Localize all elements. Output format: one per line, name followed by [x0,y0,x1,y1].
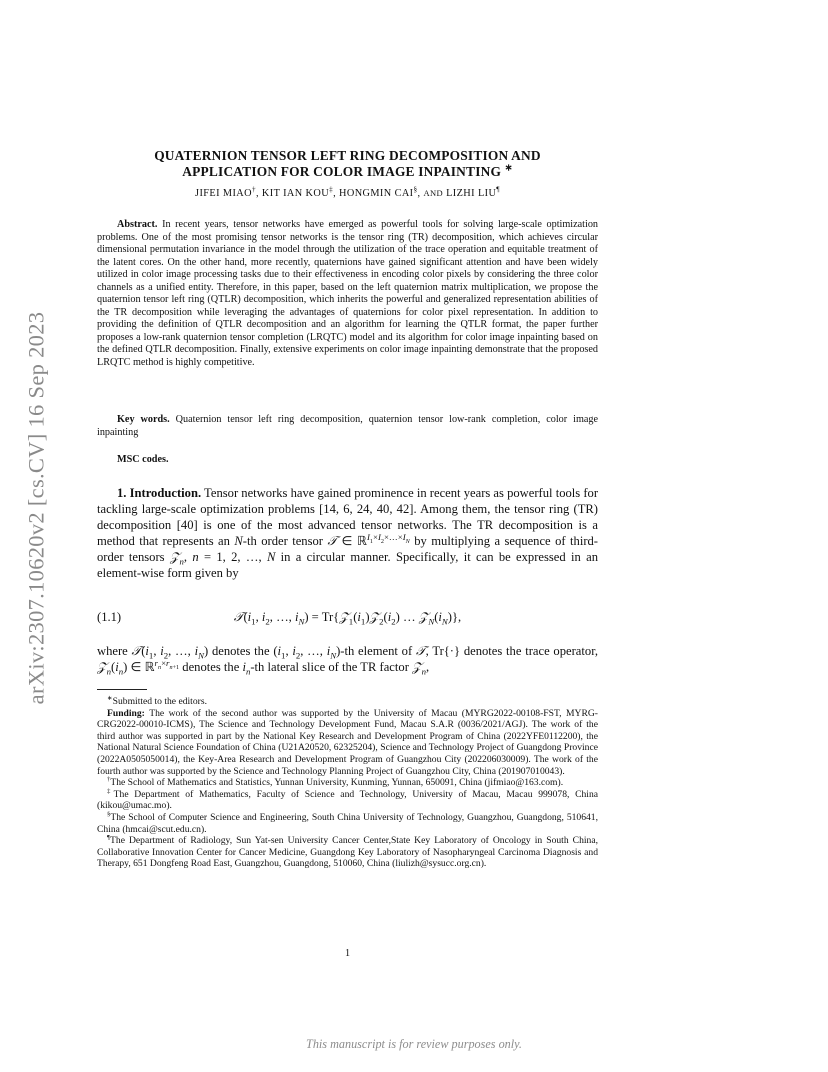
footnote: ‡The Department of Mathematics, Faculty of Science and Technology, University of Macau, Macau 999078, China (kikou@umac.mo). [97,787,599,812]
footnote: §The School of Computer Science and Engineering, South China University of Technology, Guangzhou, Guangdong, 510641, China (hmcai@scut.edu.cn). [97,810,598,835]
section-heading: 1. Introduction. [117,486,202,500]
author-name: LIZHI LIU [446,188,497,199]
footnote: Funding: The work of the second author was supported by the University of Macau (MYRG2022-00108-FST, MYRG-CRG2022-00010-ICMS), The Science and Technology Development Fund, Macau S.A.R (0036/2021/AGJ). The work of the third author was supported in part by the National Key Research and Development Program of China (2022YFE0112200), the National Natural Science Foundation of China (U21A20520, 62325204), Science and Technology Project of Guangdong Province (2022A0505050014), the Key-Area Research and Development Program of Guangzhou City (202206030009). The work of the fourth author was supported by the Science and Technology Planning Project of Guangzhou City, China (201907010043). [97,707,598,777]
paper-title: QUATERNION TENSOR LEFT RING DECOMPOSITION AND APPLICATION FOR COLOR IMAGE INPAINTING ∗ [154,148,541,179]
review-note: This manuscript is for review purposes only. [306,1037,522,1051]
equation-number: (1.1) [97,610,122,624]
footnote: ¶The Department of Radiology, Sun Yat-sen University Cancer Center,State Key Laboratory of Oncology in South China, Collaborative Innovation Center for Cancer Medicine, Guangdong Key Laboratory of Nasopharyngeal Carcinoma Diagnosis and Therapy, 651 Dongfeng Road East, Guangzhou, Guangdong, 510060, China (liulizh@sysucc.org.cn). [97,833,598,870]
msc-codes: MSC codes. [117,454,169,465]
footnotes [97,696,598,870]
footnote-rule [97,689,147,690]
footnote: †The School of Mathematics and Statistics, Yunnan University, Kunming, Yunnan, 650091, China (jifmiao@163.com). [107,775,564,789]
introduction-section: 1. Introduction. Tensor networks have gained prominence in recent years as powerful tools for tackling large-scale optimization problems [14, 6, 24, 40, 42]. Among them, the tensor ring (TR) decomposition [40] is one of the most advanced tensor networks. The TR decomposition is a method that represents an N-th order tensor 𝒯 ∈ ℝ$^{I_1\times I_2\times\dots\times I_N}$ by multiplying a sequence of third-order tensors 𝒵$_n$, n = 1, 2, …, N in a circular manner. Specifically, it can be expressed in an element-wise form given by [97,486,599,581]
arxiv-stamp: arXiv:2307.10620v2 [cs.CV] 16 Sep 2023 [23,311,48,704]
equation-1-1: (1.1) $𝒯(i_1$, $i_2$, …, $i_N$) = $Tr\{𝒵_1(i_1)𝒵_2(i_2)$ … $𝒵_N(i_N)$}, [97,610,462,627]
author-name: HONGMIN CAI [339,188,414,199]
author-name: KIT IAN KOU [261,188,330,199]
abstract: Abstract. In recent years, tensor networks have emerged as powerful tools for solving large-scale optimization problems. One of the most promising tensor networks is the tensor ring (TR) decomposition, which achieves circular dimensional permutation invariance in the model through the utilization of the trace operation and equitable treatment of the latent cores. On the other hand, more recently, quaternions have gained significant attention and have been widely utilized in color image processing tasks due to their effectiveness in encoding color pixels by considering the three color channels as a unified entity. Therefore, in this paper, based on the left quaternion matrix multiplication, we propose the quaternion tensor left ring (QTLR) decomposition, which inherits the powerful and generalized representation abilities of the TR decomposition while leveraging the advantages of quaternions for color pixel representation. In addition to providing the definition of QTLR decomposition and an algorithm for learning the QTLR format, the paper further proposes a low-rank quaternion tensor completion (LRQTC) model and its algorithm for color image inpainting based on the defined QTLR decomposition. Finally, extensive experiments on color image inpainting demonstrate that the proposed LRQTC method is highly competitive. [97,219,599,368]
page-number: 1 [344,948,351,959]
author-name: JIFEI MIAO [195,188,252,199]
keywords: Key words. Quaternion tensor left ring decomposition, quaternion tensor low-rank completion, color image inpainting [97,414,599,438]
author-list: JIFEI MIAO†, KIT IAN KOU‡, HONGMIN CAI§, AND LIZHI LIU¶ [195,185,500,199]
paragraph-after-equation: where $𝒯(i_1$, $i_2$, …, $i_N$) denotes the ($i_1$, $i_2$, …, $i_N)-th$ element of 𝒯, Tr{·} denotes the trace operator, $𝒵_n(i_n)$ ∈ ℝ$^{r_n\times r_{n+1}}$ denotes the $i_n-th$ lateral slice of the TR factor 𝒵$_n$, [97,644,599,677]
footnote: ∗Submitted to the editors. [107,694,207,707]
